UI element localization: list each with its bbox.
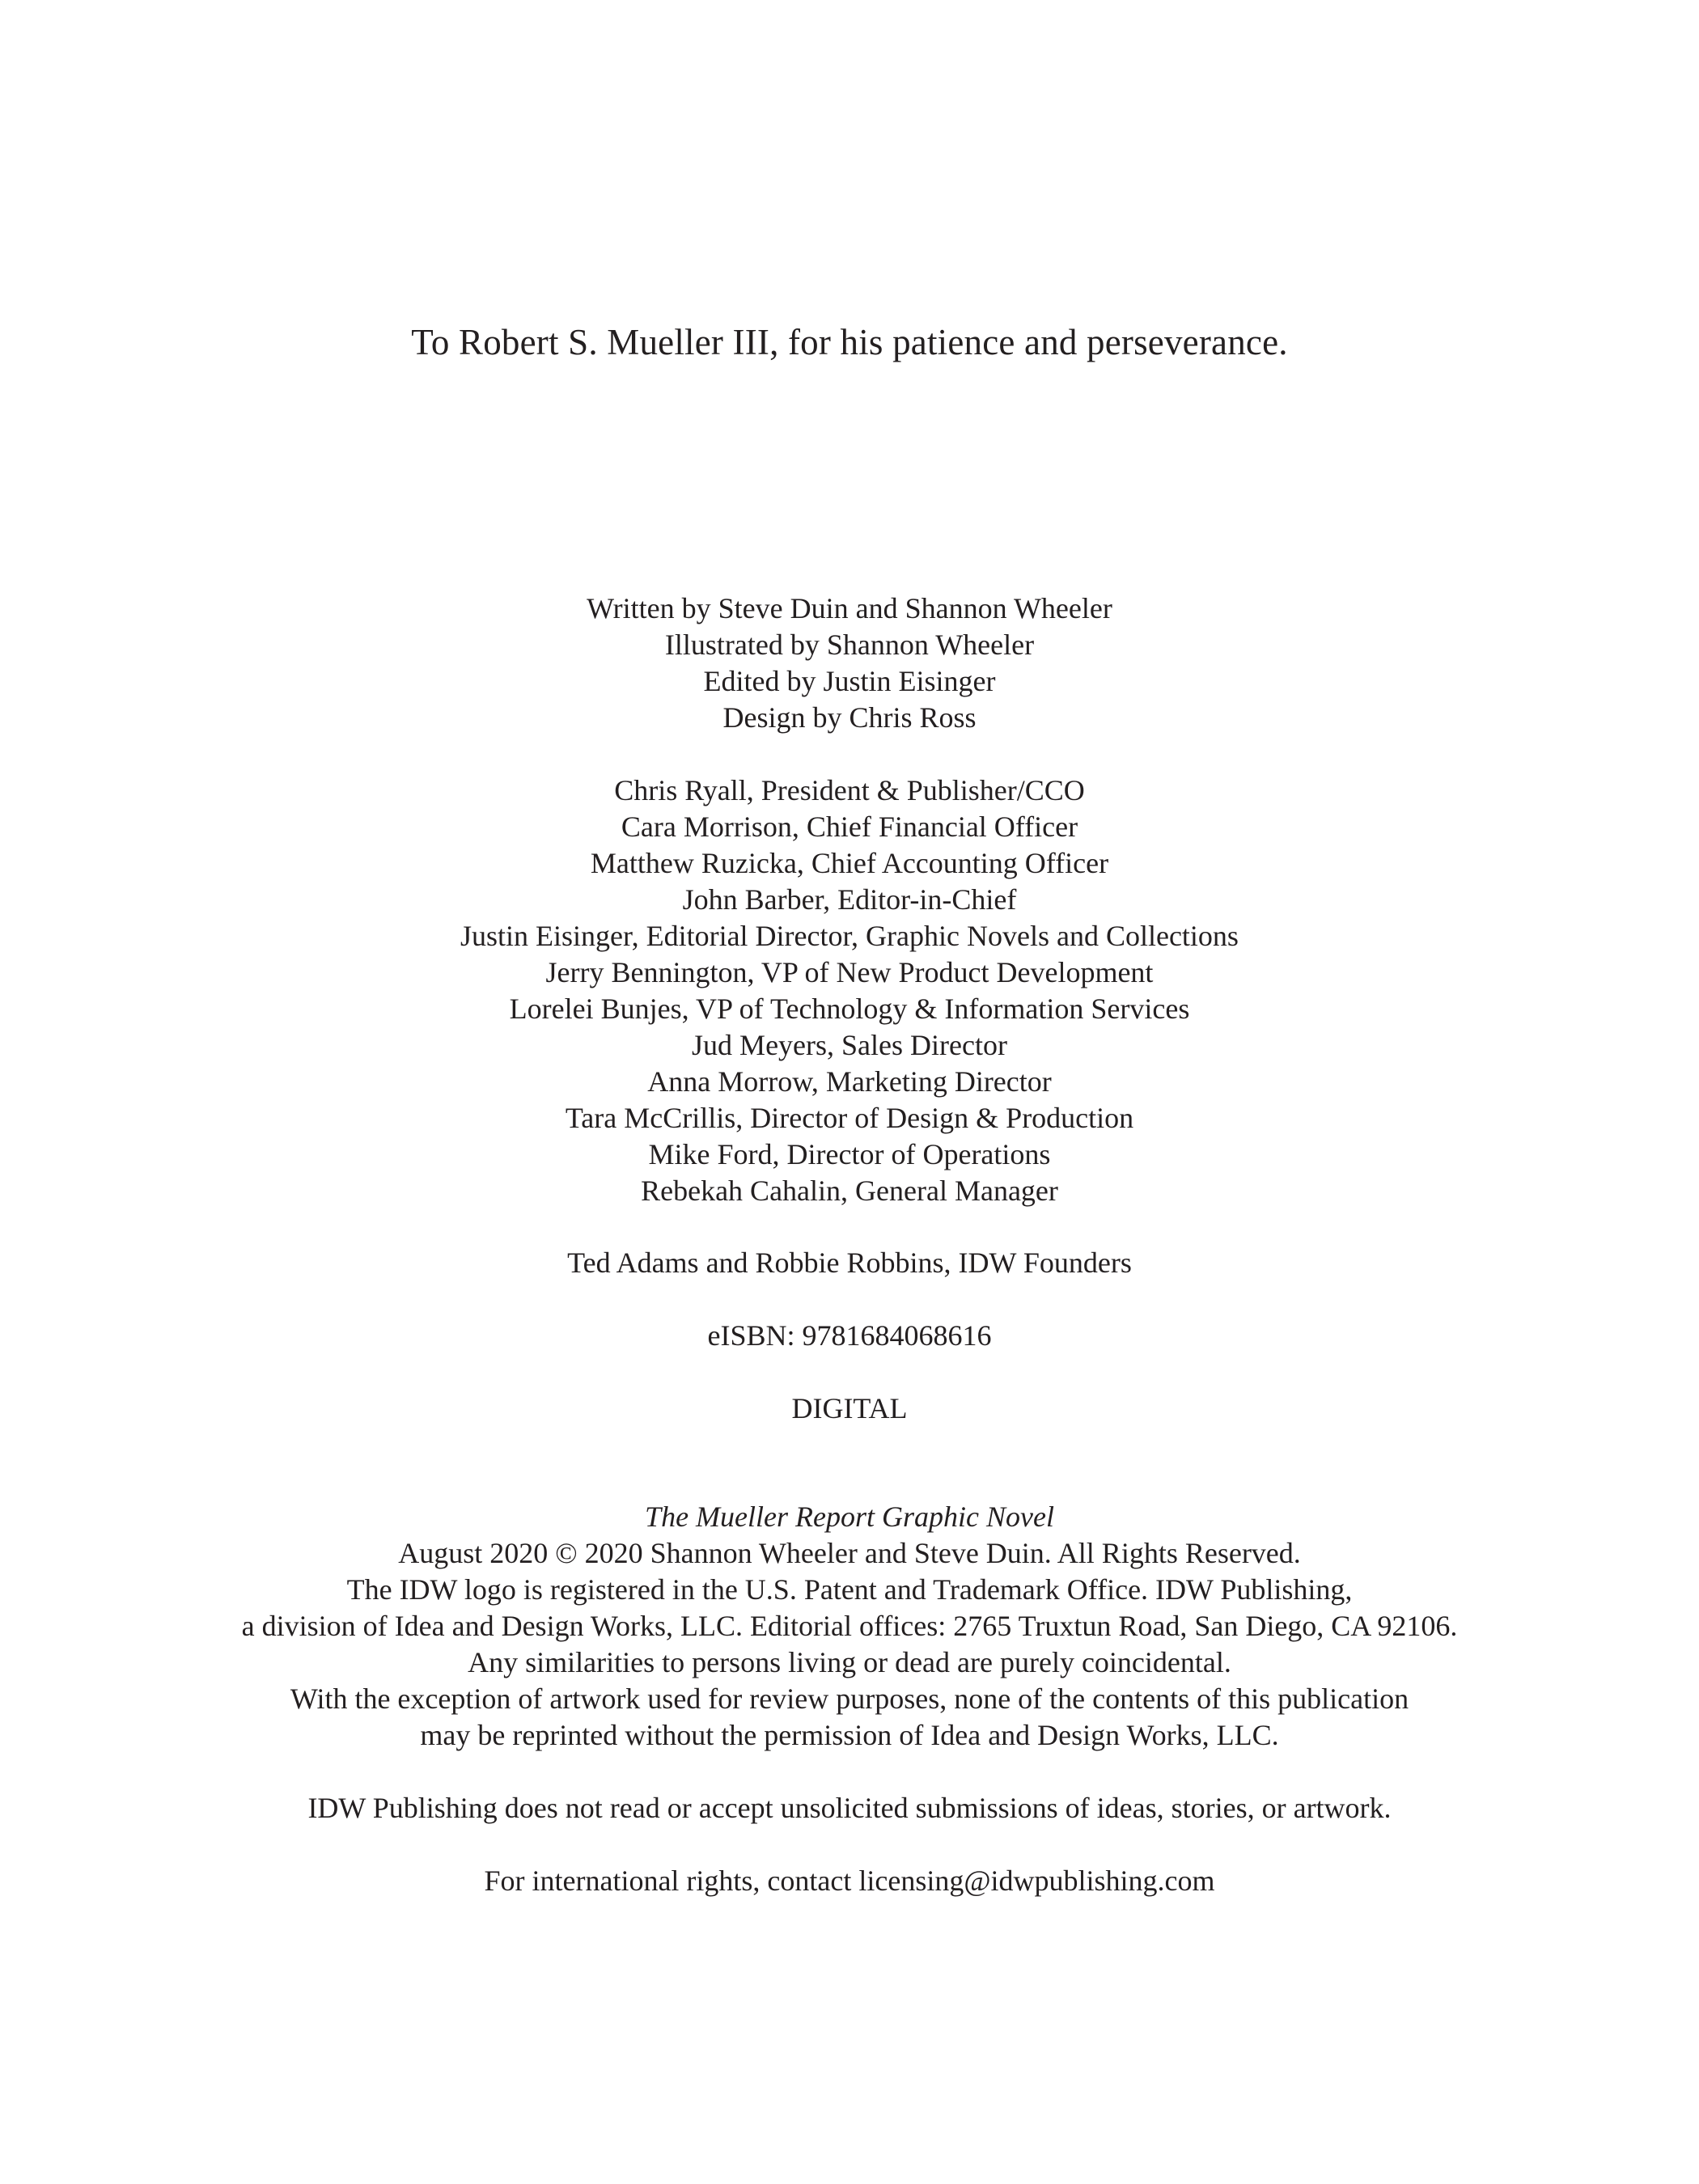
credit-written-by: Written by Steve Duin and Shannon Wheeler bbox=[587, 592, 1112, 624]
legal-notice bbox=[0, 1499, 1699, 1754]
staff-item: Justin Eisinger, Editorial Director, Graphic Novels and Collections bbox=[460, 920, 1239, 952]
staff-list bbox=[0, 772, 1699, 1209]
book-title: The Mueller Report Graphic Novel bbox=[645, 1500, 1054, 1533]
staff-item: John Barber, Editor-in-Chief bbox=[682, 883, 1017, 916]
founders-line: Ted Adams and Robbie Robbins, IDW Founders bbox=[567, 1246, 1132, 1279]
staff-item: Chris Ryall, President & Publisher/CCO bbox=[614, 774, 1085, 806]
dedication: To Robert S. Mueller III, for his patience and perseverance. bbox=[411, 322, 1288, 362]
legal-line: a division of Idea and Design Works, LLC. Editorial offices: 2765 Truxtun Road, San Diego, CA 92106. bbox=[241, 1610, 1458, 1642]
staff-item: Matthew Ruzicka, Chief Accounting Officer bbox=[590, 847, 1109, 879]
staff-item: Rebekah Cahalin, General Manager bbox=[641, 1175, 1058, 1207]
rights-contact: For international rights, contact licensing@idwpublishing.com bbox=[484, 1864, 1215, 1897]
staff-item: Anna Morrow, Marketing Director bbox=[647, 1065, 1052, 1098]
edition-label: DIGITAL bbox=[791, 1392, 908, 1424]
staff-item: Cara Morrison, Chief Financial Officer bbox=[621, 811, 1078, 843]
credit-design-by: Design by Chris Ross bbox=[722, 701, 977, 734]
legal-line: Any similarities to persons living or dead are purely coincidental. bbox=[468, 1646, 1231, 1678]
staff-item: Tara McCrillis, Director of Design & Production bbox=[565, 1102, 1134, 1134]
legal-line: With the exception of artwork used for review purposes, none of the contents of this publication bbox=[290, 1682, 1409, 1715]
credits-block bbox=[0, 590, 1699, 736]
isbn-line: eISBN: 9781684068616 bbox=[707, 1319, 992, 1352]
legal-line: may be reprinted without the permission of Idea and Design Works, LLC. bbox=[420, 1719, 1279, 1751]
legal-line: The IDW logo is registered in the U.S. Patent and Trademark Office. IDW Publishing, bbox=[346, 1573, 1353, 1606]
credit-illustrated-by: Illustrated by Shannon Wheeler bbox=[664, 629, 1035, 661]
submissions-notice: IDW Publishing does not read or accept unsolicited submissions of ideas, stories, or artwork. bbox=[307, 1792, 1392, 1824]
staff-item: Mike Ford, Director of Operations bbox=[648, 1138, 1051, 1170]
staff-item: Jerry Bennington, VP of New Product Development bbox=[545, 956, 1154, 988]
staff-item: Jud Meyers, Sales Director bbox=[692, 1029, 1007, 1061]
staff-item: Lorelei Bunjes, VP of Technology & Information Services bbox=[509, 993, 1190, 1025]
credit-edited-by: Edited by Justin Eisinger bbox=[703, 665, 996, 697]
legal-line: August 2020 © 2020 Shannon Wheeler and Steve Duin. All Rights Reserved. bbox=[398, 1537, 1301, 1569]
